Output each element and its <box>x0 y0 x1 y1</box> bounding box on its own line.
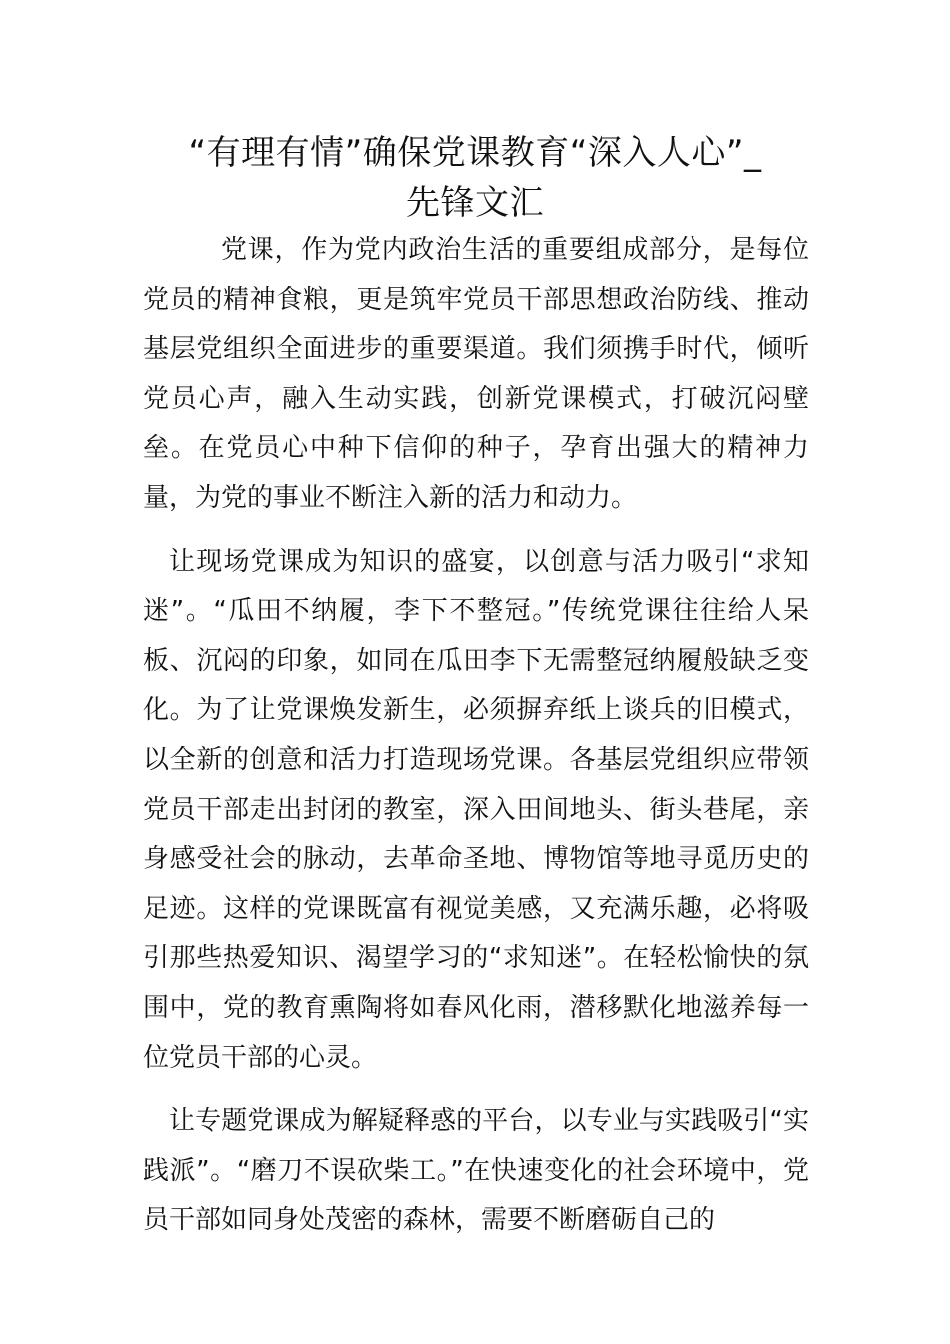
paragraph-topic-lesson: 让专题党课成为解疑释惑的平台，以专业与实践吸引“实践派”。“磨刀不误砍柴工。”在快速变化的社会环境中，党员干部如同身处茂密的森林，需要不断磨砺自己的 <box>143 1106 809 1236</box>
document-body <box>143 226 809 1246</box>
title-line-2: 先锋文汇 <box>406 183 544 223</box>
paragraph-onsite-lesson: 让现场党课成为知识的盛宴，以创意与活力吸引“求知迷”。“瓜田不纳履，李下不整冠。”传统党课往往给人呆板、沉闷的印象，如同在瓜田李下无需整冠纳履般缺乏变化。为了让党课焕发新生，必须摒弃纸上谈兵的旧模式，以全新的创意和活力打造现场党课。各基层党组织应带领党员干部走出封闭的教室，深入田间地头、街头巷尾，亲身感受社会的脉动，去革命圣地、博物馆等地寻觅历史的足迹。这样的党课既富有视觉美感，又充满乐趣，必将吸引那些热爱知识、渴望学习的“求知迷”。在轻松愉快的氛围中，党的教育熏陶将如春风化雨，潜移默化地滋养每一位党员干部的心灵。 <box>143 546 809 1073</box>
paragraph-intro: 党课，作为党内政治生活的重要组成部分，是每位党员的精神食粮，更是筑牢党员干部思想政治防线、推动基层党组织全面进步的重要渠道。我们须携手时代，倾听党员心声，融入生动实践，创新党课模式，打破沉闷壁垒。在党员心中种下信仰的种子，孕育出强大的精神力量，为党的事业不断注入新的活力和动力。 <box>143 235 809 513</box>
title-line-1: “有理有情”确保党课教育“深入人心”_ <box>188 133 762 173</box>
document-title <box>120 128 830 228</box>
